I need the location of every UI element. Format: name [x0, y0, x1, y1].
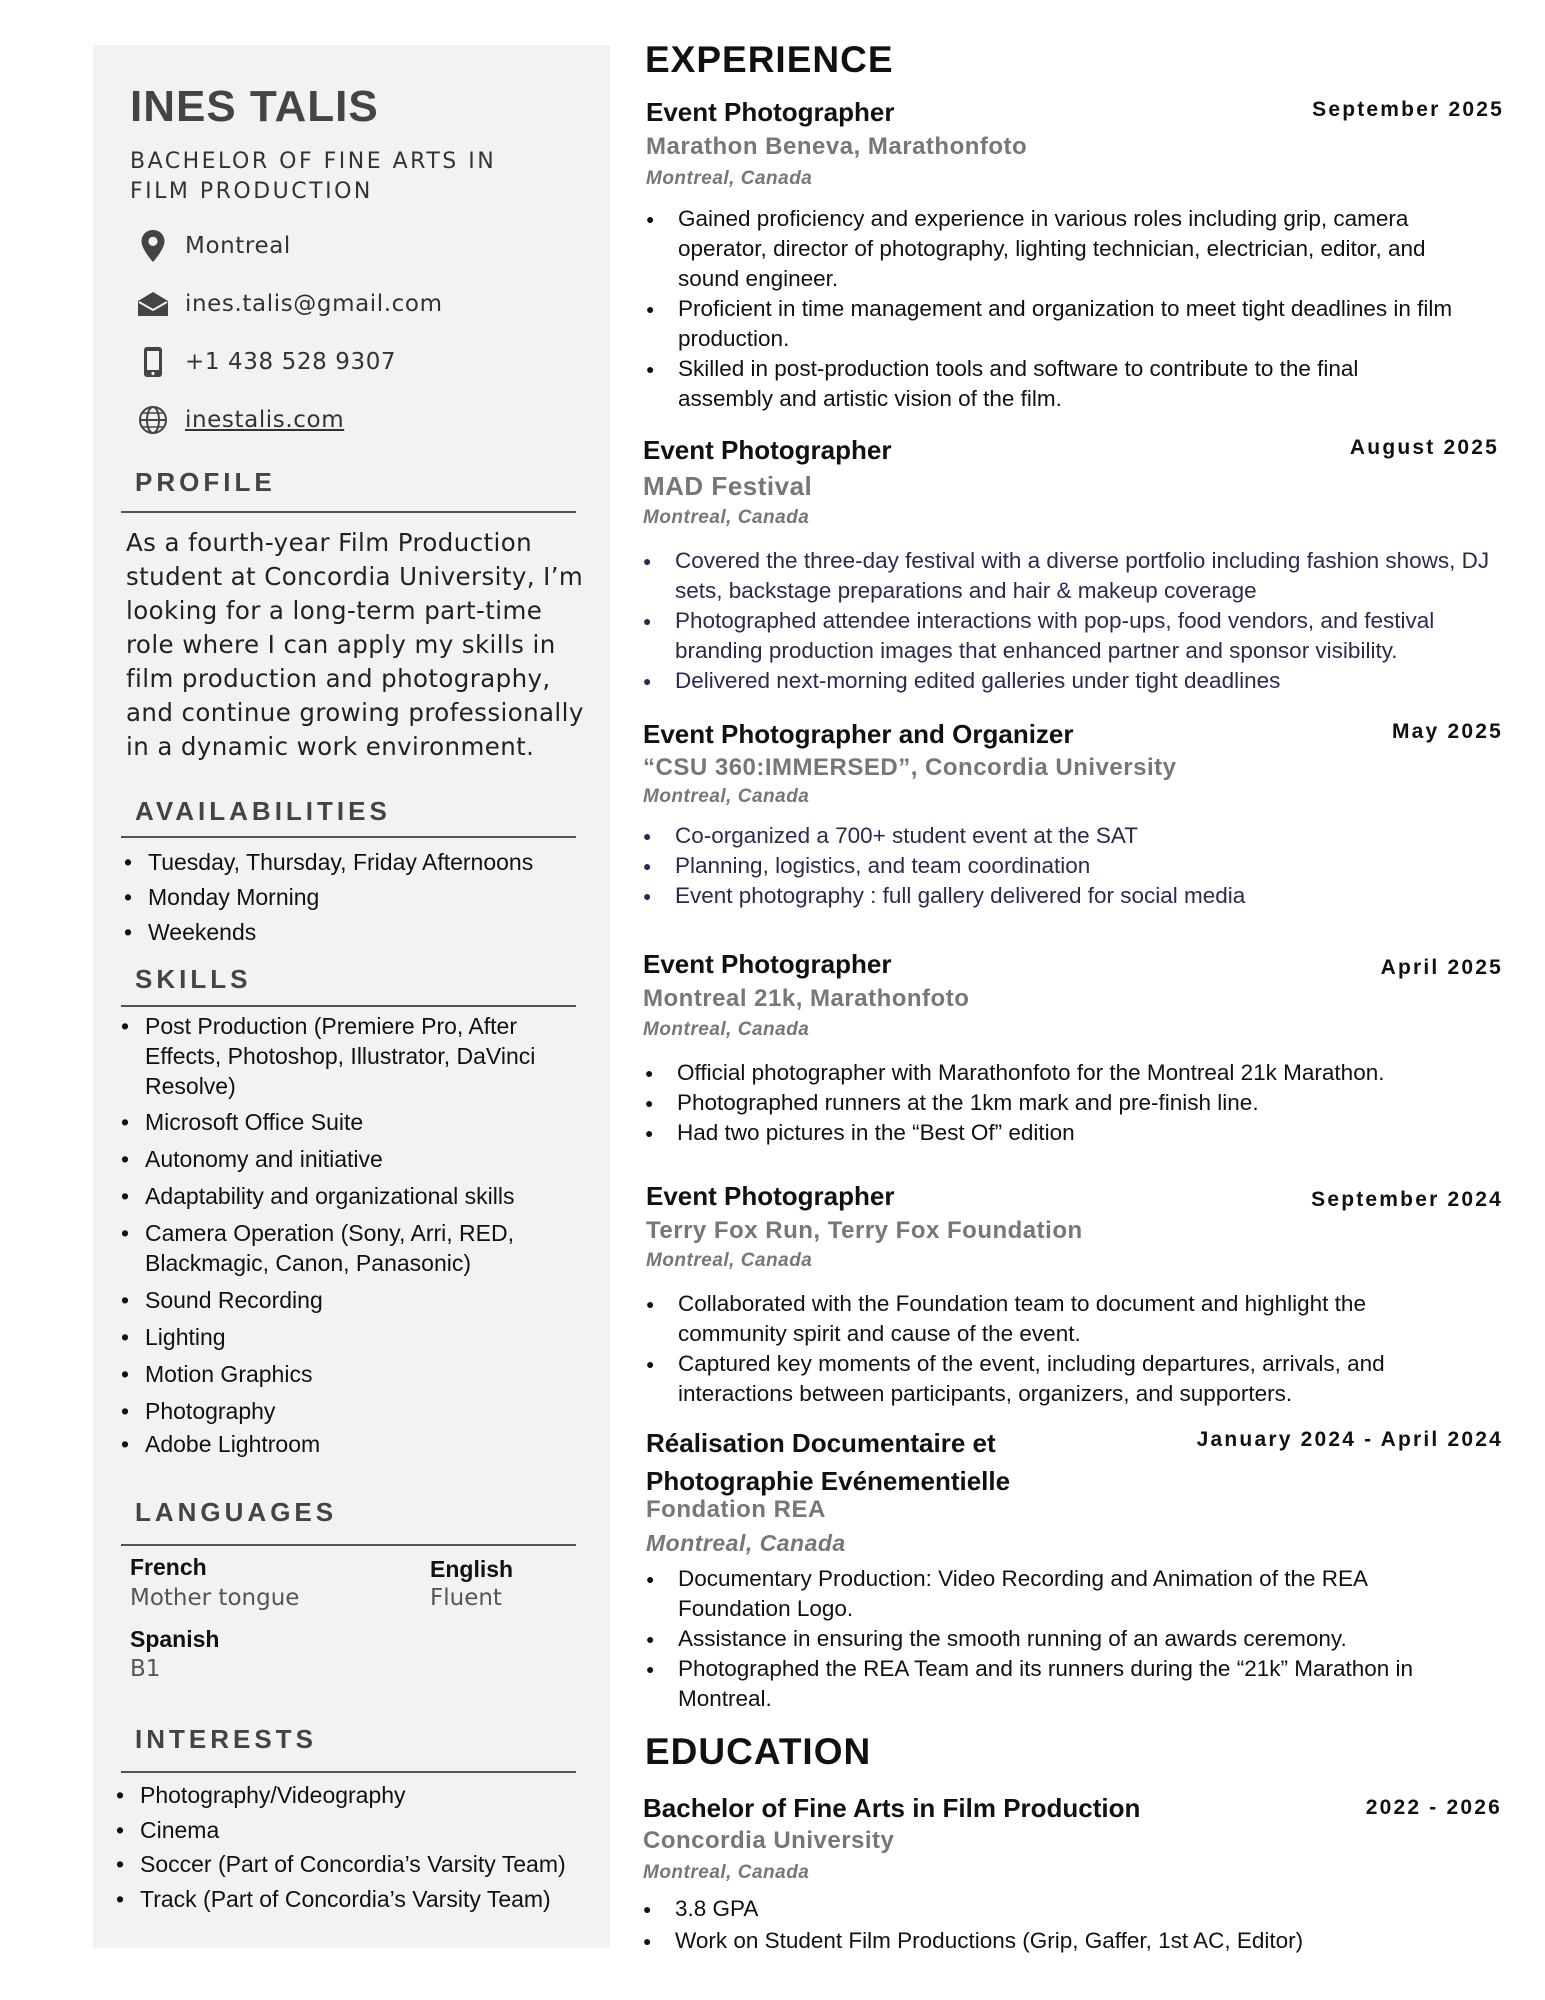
- list-item: ● 3.8 GPA: [675, 1893, 1475, 1925]
- job-title: Réalisation Documentaire et Photographie Evénementielle: [646, 1428, 1011, 1496]
- location-pin-icon: [135, 228, 171, 264]
- language-name: French: [130, 1554, 207, 1580]
- list-item: ● Gained proficiency and experience in various roles including grip, camera operator, director of photography, lighting technician, electrician, editor, and sound engineer.: [678, 204, 1458, 294]
- list-item: ● Collaborated with the Foundation team to document and highlight the community spirit and cause of the event.: [678, 1289, 1458, 1349]
- list-item: • Photography/Videography: [140, 1778, 566, 1813]
- job-organization: MAD Festival: [643, 471, 813, 501]
- list-item: ● Co-organized a 700+ student event at the SAT: [675, 821, 1475, 851]
- language-name: English: [430, 1556, 514, 1582]
- job-title: Event Photographer: [646, 97, 895, 127]
- list-item: ● Had two pictures in the “Best Of” edition: [677, 1118, 1477, 1148]
- education-title: Bachelor of Fine Arts in Film Production: [643, 1793, 1141, 1823]
- interests-heading: INTERESTS: [135, 1724, 317, 1754]
- list-item: • Autonomy and initiative: [145, 1144, 575, 1174]
- job-title: Event Photographer: [646, 1181, 895, 1211]
- job-organization: Montreal 21k, Marathonfoto: [643, 985, 970, 1012]
- job-title: Event Photographer and Organizer: [643, 719, 1074, 749]
- profile-heading: PROFILE: [135, 467, 276, 497]
- education-organization: Concordia University: [643, 1827, 895, 1854]
- list-item: • Adobe Lightroom: [145, 1429, 575, 1459]
- interests-list: [140, 1778, 566, 1917]
- education-location: Montreal, Canada: [643, 1862, 810, 1883]
- job-date: May 2025: [1391, 720, 1503, 743]
- envelope-icon: [135, 286, 171, 322]
- sidebar: [93, 45, 610, 1948]
- list-item: • Sound Recording: [145, 1285, 575, 1315]
- profile-divider: [121, 511, 576, 513]
- job-bullets: [675, 546, 1495, 696]
- list-item: ● Work on Student Film Productions (Grip, Gaffer, 1st AC, Editor): [675, 1925, 1475, 1957]
- languages-divider: [121, 1544, 576, 1546]
- contact-website: [135, 402, 344, 438]
- languages-heading: LANGUAGES: [135, 1497, 338, 1527]
- job-location: Montreal, Canada: [646, 1250, 813, 1271]
- candidate-name: INES TALIS: [130, 82, 379, 131]
- experience-heading: EXPERIENCE: [645, 39, 894, 80]
- list-item: • Soccer (Part of Concordia’s Varsity Team): [140, 1847, 566, 1882]
- website-link[interactable]: inestalis.com: [185, 407, 345, 433]
- profile-text: As a fourth-year Film Production student at Concordia University, I’m looking for a long-term part-time role where I can apply my skills in film production and photography, and continue growing professionally in a dynamic work environment.: [126, 528, 584, 761]
- list-item: • Weekends: [148, 915, 533, 950]
- list-item: • Post Production (Premiere Pro, After Effects, Photoshop, Illustrator, DaVinci Resolve): [145, 1011, 575, 1101]
- job-date: April 2025: [1380, 956, 1503, 979]
- location-text: Montreal: [185, 233, 291, 259]
- education-bullets: [675, 1893, 1475, 1957]
- availabilities-divider: [121, 836, 576, 838]
- list-item: ● Photographed the REA Team and its runners during the “21k” Marathon in Montreal.: [678, 1654, 1438, 1714]
- list-item: • Adaptability and organizational skills: [145, 1181, 575, 1211]
- language-name: Spanish: [130, 1626, 220, 1652]
- phone-icon: [135, 344, 171, 380]
- education-date: 2022 - 2026: [1365, 1796, 1502, 1819]
- list-item: ● Photographed attendee interactions with pop-ups, food vendors, and festival branding production images that enhanced partner and sponsor visibility.: [675, 606, 1495, 666]
- contact-phone: [135, 344, 396, 380]
- job-location: Montreal, Canada: [646, 168, 813, 189]
- list-item: ● Documentary Production: Video Recording and Animation of the REA Foundation Logo.: [678, 1564, 1438, 1624]
- list-item: ● Covered the three-day festival with a diverse portfolio including fashion shows, DJ sets, backstage preparations and hair & makeup coverage: [675, 546, 1495, 606]
- job-bullets: [677, 1058, 1477, 1148]
- job-date: September 2025: [1312, 98, 1504, 121]
- email-text[interactable]: ines.talis@gmail.com: [185, 291, 443, 317]
- degree-title: BACHELOR OF FINE ARTS IN FILM PRODUCTION: [130, 149, 497, 204]
- list-item: ● Delivered next-morning edited galleries under tight deadlines: [675, 666, 1495, 696]
- list-item: ● Captured key moments of the event, including departures, arrivals, and interactions between participants, organizers, and supporters.: [678, 1349, 1458, 1409]
- list-item: • Tuesday, Thursday, Friday Afternoons: [148, 845, 533, 880]
- job-organization: Terry Fox Run, Terry Fox Foundation: [646, 1217, 1083, 1244]
- job-organization: “CSU 360:IMMERSED”, Concordia University: [643, 754, 1177, 781]
- list-item: ● Proficient in time management and organization to meet tight deadlines in film production.: [678, 294, 1458, 354]
- job-location: Montreal, Canada: [643, 507, 810, 528]
- education-heading: EDUCATION: [645, 1731, 872, 1772]
- list-item: • Microsoft Office Suite: [145, 1107, 575, 1137]
- skills-list: [145, 1011, 575, 1459]
- interests-divider: [121, 1771, 576, 1773]
- list-item: • Monday Morning: [148, 880, 533, 915]
- contact-location: [135, 228, 291, 264]
- list-item: • Photography: [145, 1396, 575, 1426]
- job-date: August 2025: [1349, 436, 1499, 459]
- list-item: • Motion Graphics: [145, 1359, 575, 1389]
- list-item: ● Assistance in ensuring the smooth running of an awards ceremony.: [678, 1624, 1438, 1654]
- job-location: Montreal, Canada: [646, 1530, 846, 1556]
- phone-text: +1 438 528 9307: [185, 349, 397, 375]
- list-item: ● Planning, logistics, and team coordination: [675, 851, 1475, 881]
- availabilities-list: [148, 845, 533, 950]
- job-organization: Fondation REA: [646, 1496, 826, 1523]
- job-title: Event Photographer: [643, 435, 892, 465]
- list-item: • Lighting: [145, 1322, 575, 1352]
- availabilities-heading: AVAILABILITIES: [135, 796, 391, 826]
- job-organization: Marathon Beneva, Marathonfoto: [646, 133, 1028, 160]
- skills-divider: [121, 1005, 576, 1007]
- list-item: ● Event photography : full gallery delivered for social media: [675, 881, 1475, 911]
- job-date: January 2024 - April 2024: [1196, 1428, 1503, 1451]
- job-location: Montreal, Canada: [643, 1019, 810, 1040]
- job-date: September 2024: [1311, 1188, 1503, 1211]
- language-level: B1: [130, 1656, 161, 1682]
- job-bullets: [678, 204, 1458, 414]
- list-item: ● Skilled in post-production tools and software to contribute to the final assembly and artistic vision of the film.: [678, 354, 1458, 414]
- job-bullets: [678, 1289, 1458, 1409]
- job-bullets: [675, 821, 1475, 911]
- language-level: Mother tongue: [130, 1585, 300, 1611]
- language-level: Fluent: [430, 1585, 502, 1611]
- list-item: • Camera Operation (Sony, Arri, RED, Blackmagic, Canon, Panasonic): [145, 1218, 575, 1278]
- list-item: ● Photographed runners at the 1km mark and pre-finish line.: [677, 1088, 1477, 1118]
- job-bullets: [678, 1564, 1438, 1714]
- skills-heading: SKILLS: [135, 964, 252, 994]
- list-item: ● Official photographer with Marathonfoto for the Montreal 21k Marathon.: [677, 1058, 1477, 1088]
- list-item: • Cinema: [140, 1813, 566, 1847]
- job-title: Event Photographer: [643, 949, 892, 979]
- job-location: Montreal, Canada: [643, 786, 810, 807]
- list-item: • Track (Part of Concordia’s Varsity Team): [140, 1882, 566, 1917]
- contact-email: [135, 286, 443, 322]
- globe-icon: [135, 402, 171, 438]
